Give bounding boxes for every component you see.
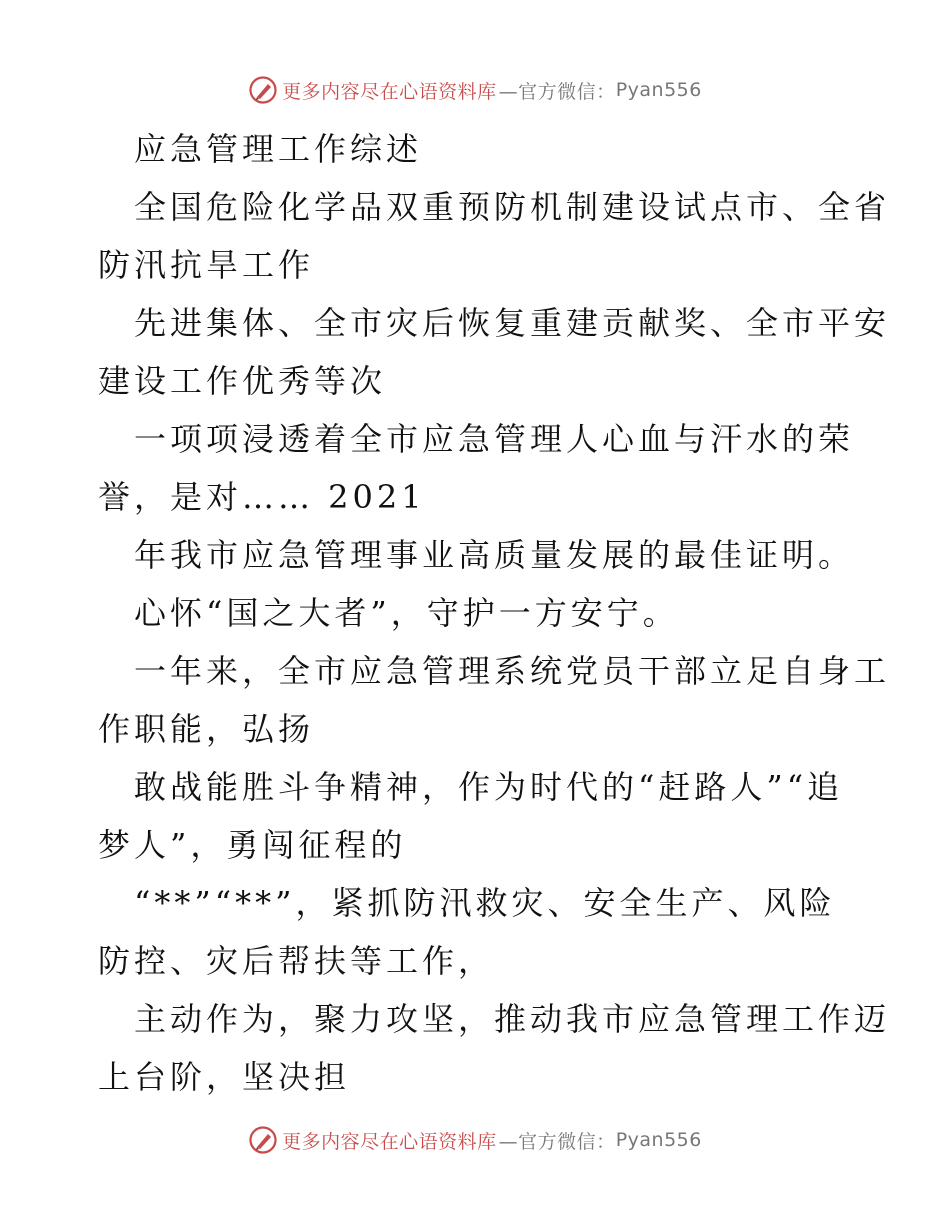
document-body [98,120,891,1106]
body-line: 防控、灾后帮扶等工作， [98,942,495,980]
banner-wechat-id: Pyan556 [615,79,702,101]
body-line: 敢战能胜斗争精神，作为时代的“赶路人”“追 [134,768,844,806]
body-line: 作职能，弘扬 [98,710,315,748]
body-line: 誉，是对…… 2021 [98,478,426,516]
body-line: 一项项浸透着全市应急管理人心血与汗水的荣 [134,420,855,458]
body-line: 心怀“国之大者”，守护一方安宁。 [134,594,679,632]
body-line: 全国危险化学品双重预防机制建设试点市、全省 [134,188,891,226]
body-line: 应急管理工作综述 [134,130,423,168]
body-line: 建设工作优秀等次 [98,362,387,400]
body-line: 主动作为，聚力攻坚，推动我市应急管理工作迈 [134,1000,891,1038]
banner-library-text: 更多内容尽在心语资料库 [282,1130,497,1153]
banner-official-label: —官方微信： [498,80,616,103]
banner-library-text: 更多内容尽在心语资料库 [282,80,497,103]
pen-logo-icon [248,75,278,105]
pen-logo-icon [248,1125,278,1155]
banner-official-label: —官方微信： [498,1130,616,1153]
body-line: 上台阶，坚决担 [98,1058,351,1096]
body-line: 梦人”，勇闯征程的 [98,826,407,864]
banner-wechat-id: Pyan556 [615,1129,702,1151]
body-line: 防汛抗旱工作 [98,246,315,284]
body-line: 一年来，全市应急管理系统党员干部立足自身工 [134,652,891,690]
footer-watermark-banner [0,1120,950,1160]
body-line: 先进集体、全市灾后恢复重建贡献奖、全市平安 [134,304,891,342]
body-line: “**”“**”，紧抓防汛救灾、安全生产、风险 [134,884,836,922]
header-watermark-banner [0,70,950,110]
body-line: 年我市应急管理事业高质量发展的最佳证明。 [134,536,855,574]
